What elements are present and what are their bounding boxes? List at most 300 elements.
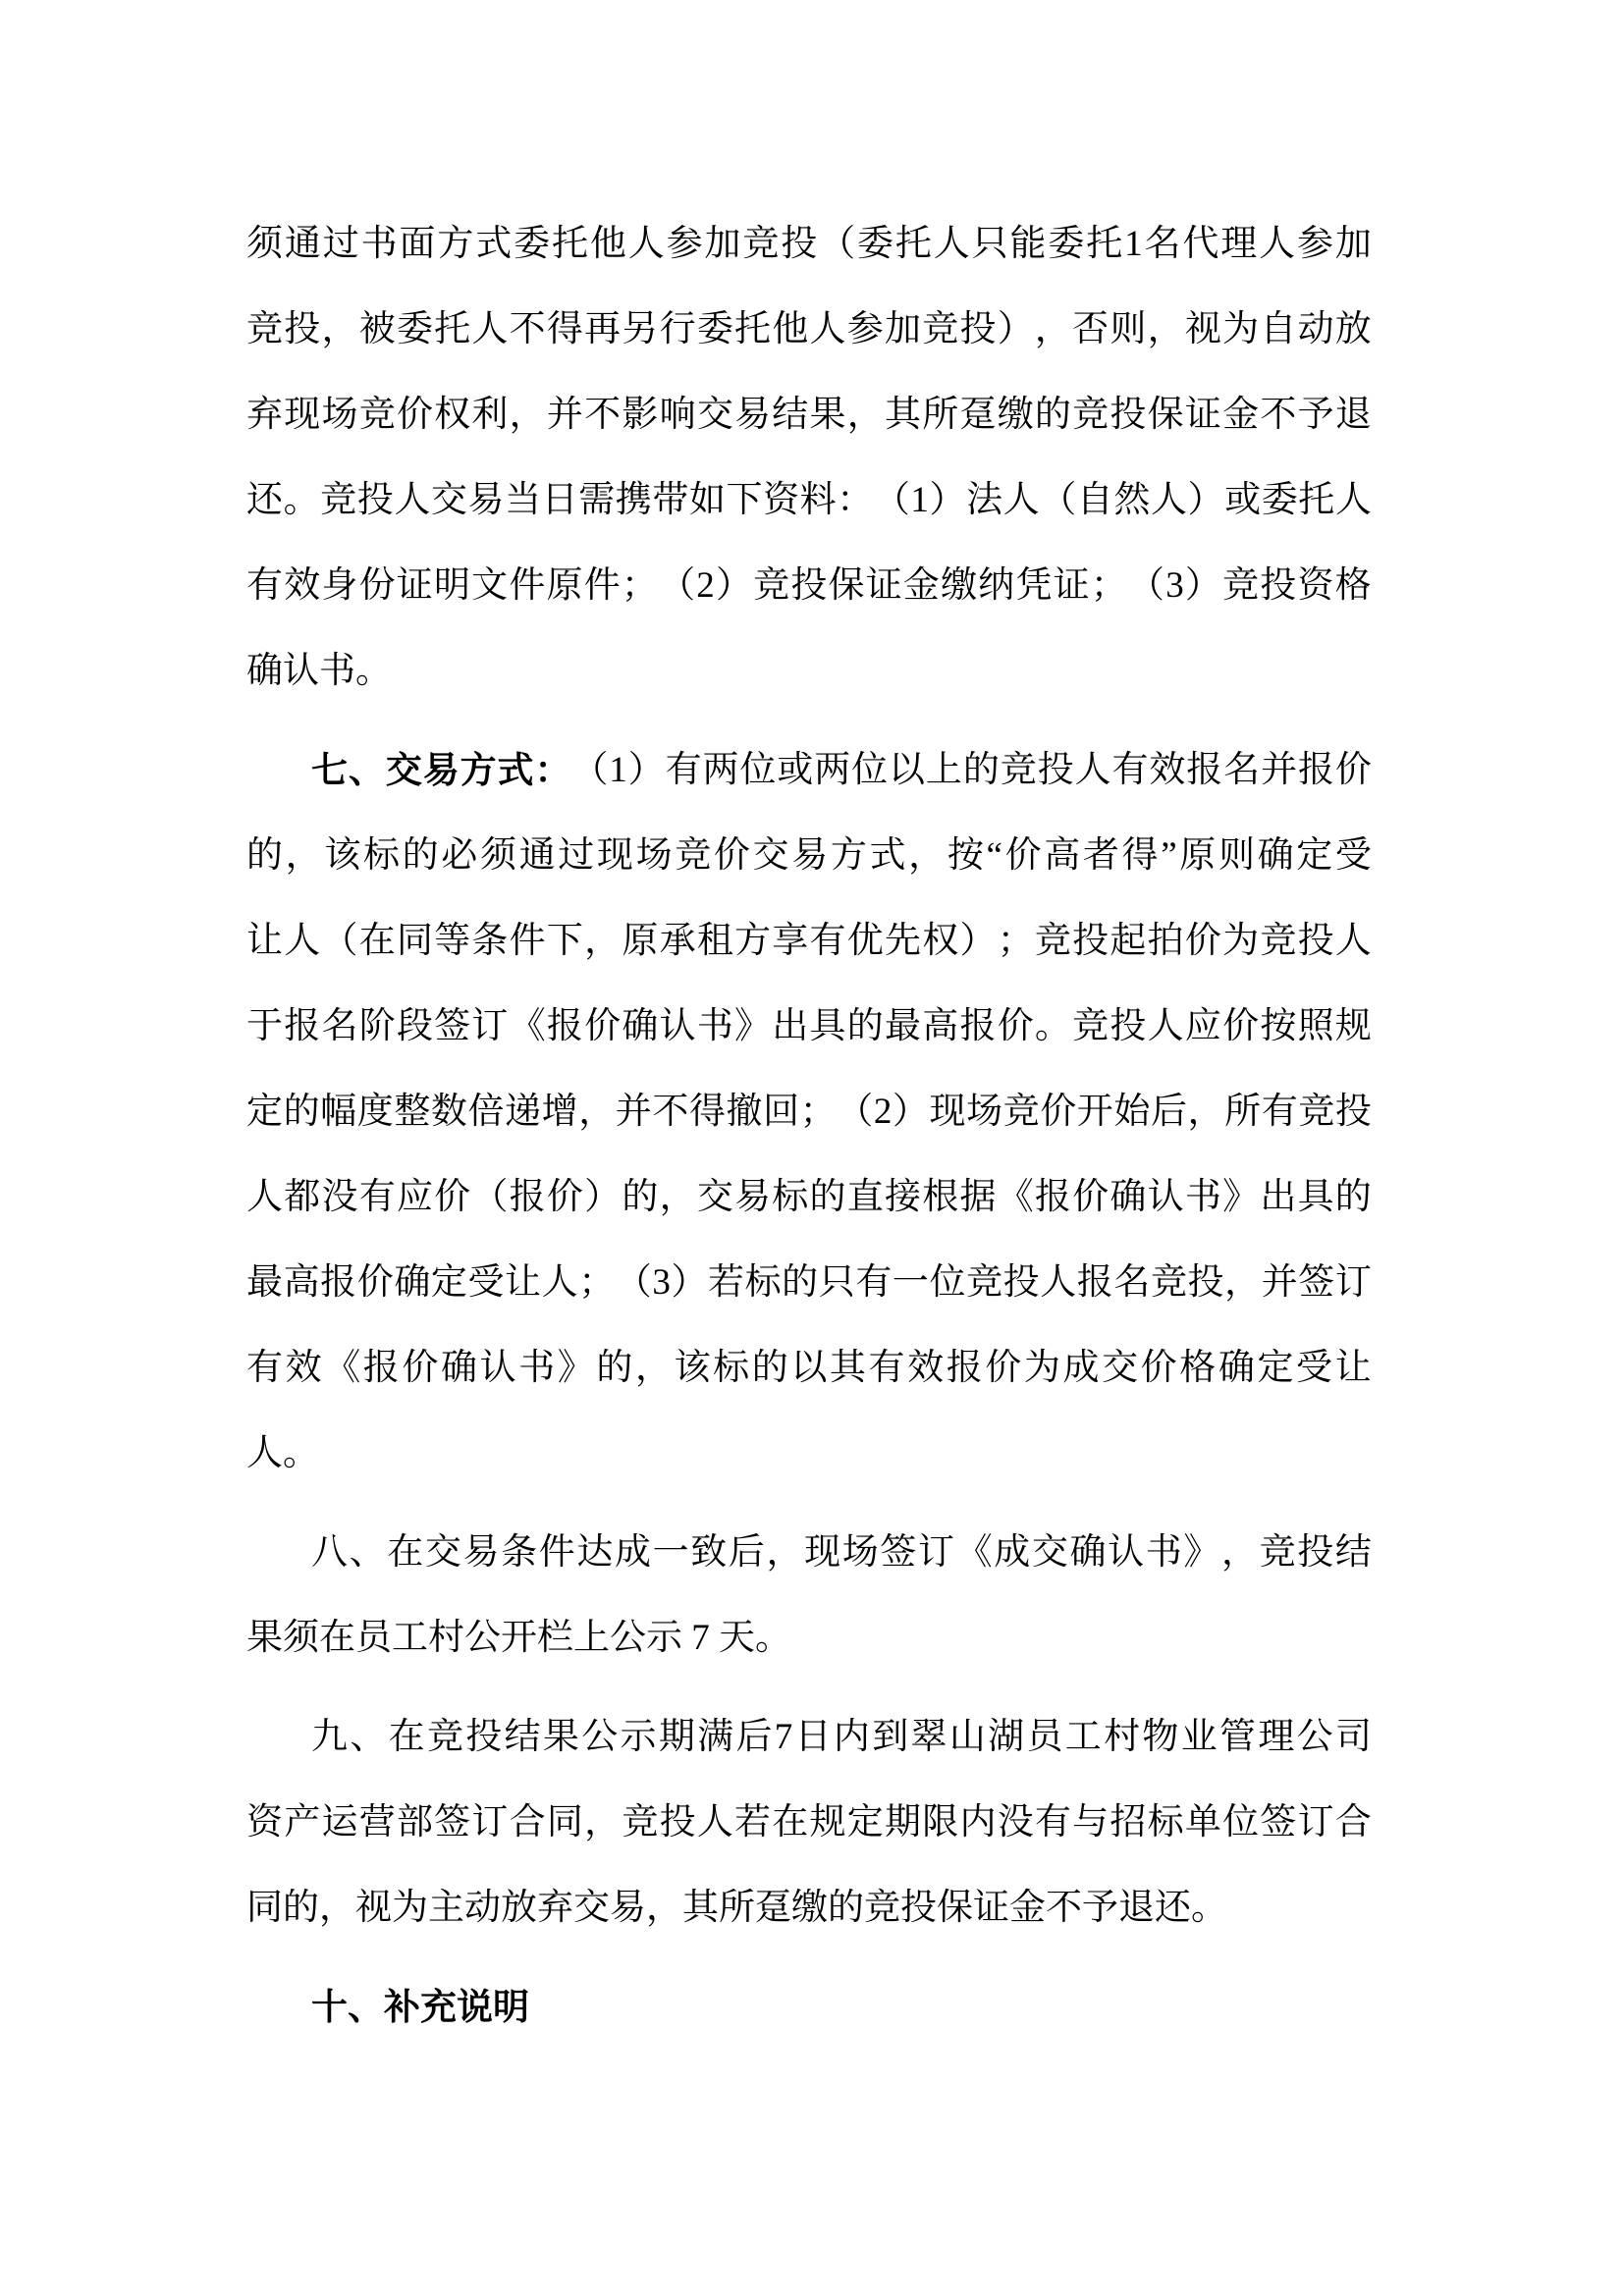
body-char: 认 xyxy=(1108,1532,1145,1573)
text-line xyxy=(246,543,1372,628)
body-char: 现 xyxy=(284,395,321,435)
body-char: 现 xyxy=(929,1092,966,1132)
body-char: 影 xyxy=(622,395,659,435)
body-char: 有 xyxy=(868,1348,905,1388)
body-char: 一 xyxy=(652,1532,689,1573)
body-char: 竞 xyxy=(966,1262,1003,1303)
body-char: 位 xyxy=(1222,1802,1260,1842)
body-char: 理 xyxy=(1258,1717,1295,1757)
body-char: 名 xyxy=(1223,750,1261,790)
body-char: 满 xyxy=(697,1717,734,1757)
body-char: 报 xyxy=(946,1348,983,1388)
body-char: 价 xyxy=(402,1348,439,1388)
body-char: 竞 xyxy=(922,309,959,349)
body-char: 还 xyxy=(246,480,283,520)
body-char: 件 xyxy=(509,921,546,961)
body-char: 书 xyxy=(696,1006,733,1046)
body-char: 代 xyxy=(1182,224,1219,264)
body-char: 价 xyxy=(1072,1177,1110,1217)
body-char: 纳 xyxy=(978,565,1015,606)
body-char: 并 xyxy=(546,395,583,435)
body-char: 竞 xyxy=(1150,1262,1187,1303)
body-char: 标 xyxy=(772,1177,809,1217)
text-line xyxy=(246,1595,1372,1681)
body-char: 果 xyxy=(542,1717,579,1757)
body-char: 、 xyxy=(349,1532,386,1573)
body-char: 签 xyxy=(880,1532,917,1573)
body-char: 价 xyxy=(434,1177,471,1217)
body-char: 效 xyxy=(1149,750,1186,790)
body-char: 效 xyxy=(284,565,321,606)
text-line xyxy=(246,813,1372,898)
body-char: 招 xyxy=(1110,1802,1147,1842)
body-char: 到 xyxy=(872,1717,909,1757)
body-char: 报 xyxy=(1076,1262,1113,1303)
body-char: 定 xyxy=(1257,1348,1294,1388)
body-char: 让 xyxy=(1334,1348,1372,1388)
body-char: 成 xyxy=(615,1532,651,1573)
body-char: 果 xyxy=(809,395,846,435)
body-char: 人 xyxy=(1259,224,1296,264)
body-char: 签 xyxy=(434,1802,471,1842)
body-char: ： xyxy=(837,480,874,520)
body-char: 并 xyxy=(615,1092,652,1132)
body-char: 证 xyxy=(396,565,433,606)
body-char: 权 xyxy=(434,395,471,435)
body-char: 效 xyxy=(907,1348,945,1388)
body-char: 日 xyxy=(541,480,578,520)
body-char: 缴 xyxy=(997,395,1034,435)
body-char: （ xyxy=(615,1262,652,1303)
body-char: 竞 xyxy=(320,480,357,520)
body-char: 投 xyxy=(1187,1262,1224,1303)
body-char: ； xyxy=(578,1262,616,1303)
body-char: 人 xyxy=(284,921,321,961)
body-char: ， xyxy=(509,395,546,435)
body-char: 人 xyxy=(1334,921,1372,961)
body-char: 定 xyxy=(246,1092,283,1132)
body-char: 则 xyxy=(1110,309,1147,349)
body-char: 人 xyxy=(541,1262,578,1303)
body-char: 管 xyxy=(1219,1717,1256,1757)
body-char: 不 xyxy=(509,309,546,349)
section-heading-line xyxy=(246,1964,1372,2050)
body-char: 高 xyxy=(922,1006,959,1046)
body-char: 其 xyxy=(884,395,921,435)
body-char: 他 xyxy=(772,309,809,349)
body-char: 有 xyxy=(1261,1092,1298,1132)
body-char: 后 xyxy=(735,1717,773,1757)
body-char: 报 xyxy=(509,1177,546,1217)
body-char: 的 xyxy=(283,1092,320,1132)
body-char: 价 xyxy=(584,1006,622,1046)
body-char: 价 xyxy=(546,1177,583,1217)
body-char: 只 xyxy=(971,224,1008,264)
body-char: ， xyxy=(1187,1092,1224,1132)
body-char: 被 xyxy=(358,309,396,349)
body-char: 方 xyxy=(437,224,474,264)
body-char: 竞 xyxy=(1298,1092,1335,1132)
body-char: 确 xyxy=(622,1006,659,1046)
body-char: 委 xyxy=(1261,480,1298,520)
body-char: ， xyxy=(634,1348,672,1388)
body-char: 理 xyxy=(1220,224,1258,264)
body-char: 部 xyxy=(396,1802,433,1842)
body-char: 拍 xyxy=(1147,921,1184,961)
body-char: 合 xyxy=(509,1802,546,1842)
body-char: 场 xyxy=(841,1532,879,1573)
body-char: 订 xyxy=(1297,1802,1334,1842)
body-char: 翠 xyxy=(910,1717,947,1757)
body-char: 有 xyxy=(246,565,283,606)
text-line xyxy=(246,287,1372,372)
body-char: 报 xyxy=(546,1006,583,1046)
body-char: 据 xyxy=(959,1177,997,1217)
body-char: ） xyxy=(1187,480,1224,520)
text-line xyxy=(246,1510,1372,1595)
body-char: 确 xyxy=(1110,1177,1147,1217)
text-line xyxy=(246,1780,1372,1865)
body-char: 易 xyxy=(791,835,829,876)
body-char: 运 xyxy=(321,1802,358,1842)
body-char: ） xyxy=(959,921,997,961)
body-char: 有 xyxy=(1111,750,1149,790)
body-char: 必 xyxy=(441,835,478,876)
body-char: 于 xyxy=(246,1006,283,1046)
body-char: 不 xyxy=(1260,395,1297,435)
body-char: 者 xyxy=(1082,835,1119,876)
line-text: 人。 xyxy=(246,1433,319,1473)
body-char: 投 xyxy=(1334,1092,1372,1132)
body-char: 报 xyxy=(1186,750,1223,790)
body-char: 递 xyxy=(505,1092,542,1132)
body-char: 方 xyxy=(830,835,867,876)
body-char: 的 xyxy=(809,1177,846,1217)
body-char: 如 xyxy=(688,480,726,520)
body-char: ， xyxy=(1034,309,1071,349)
body-char: 八 xyxy=(311,1532,348,1573)
body-char: ） xyxy=(997,309,1034,349)
body-char: 《 xyxy=(324,1348,361,1388)
body-char: 方 xyxy=(734,921,772,961)
body-char: 竞 xyxy=(1034,921,1071,961)
body-char: 竞 xyxy=(1259,1532,1296,1573)
body-char: 根 xyxy=(922,1177,959,1217)
body-char: 过 xyxy=(558,835,595,876)
body-char: ， xyxy=(1221,1532,1258,1573)
body-char: 始 xyxy=(1113,1092,1151,1132)
text-line xyxy=(246,1154,1372,1240)
text-line xyxy=(246,628,1372,714)
body-char: 回 xyxy=(763,1092,800,1132)
body-char: 放 xyxy=(1334,309,1372,349)
body-char: ） xyxy=(627,750,665,790)
body-char: ， xyxy=(578,1092,616,1132)
body-char: 委 xyxy=(857,224,893,264)
body-char: 结 xyxy=(1334,1532,1372,1573)
body-char: 应 xyxy=(1184,1006,1221,1046)
body-char: 《 xyxy=(997,1177,1034,1217)
body-char: 条 xyxy=(501,1532,538,1573)
body-char: 》 xyxy=(557,1348,594,1388)
body-char: 行 xyxy=(659,309,696,349)
body-char: 有 xyxy=(809,921,846,961)
body-char: 以 xyxy=(889,750,925,790)
body-char: 在 xyxy=(388,1717,425,1757)
body-char: 司 xyxy=(1334,1717,1372,1757)
body-char: 承 xyxy=(659,921,696,961)
body-char: 原 xyxy=(622,921,659,961)
body-char: 书 xyxy=(1184,1177,1221,1217)
body-char: 人 xyxy=(1150,480,1187,520)
body-char: （ xyxy=(321,921,358,961)
body-char: 现 xyxy=(596,835,633,876)
body-char: 下 xyxy=(546,921,583,961)
body-char: 视 xyxy=(1184,309,1221,349)
body-char: 通 xyxy=(518,835,556,876)
body-char: 在 xyxy=(772,1802,809,1842)
body-char: 权 xyxy=(922,921,959,961)
body-char: 定 xyxy=(430,1262,467,1303)
body-char: 2 xyxy=(873,1092,893,1132)
body-char: 受 xyxy=(1296,1348,1333,1388)
body-char: 自 xyxy=(1076,480,1113,520)
body-char: 后 xyxy=(1150,1092,1187,1132)
body-char: 确 xyxy=(1069,1532,1107,1573)
body-char: 优 xyxy=(846,921,884,961)
body-char: 确 xyxy=(1257,835,1294,876)
body-char: 并 xyxy=(1261,750,1298,790)
body-char: 1 xyxy=(609,750,627,790)
body-char: 人 xyxy=(1040,1262,1077,1303)
body-char: 成 xyxy=(1062,1348,1100,1388)
body-char: 投 xyxy=(284,309,321,349)
body-char: 资 xyxy=(1297,565,1334,606)
body-char: 响 xyxy=(659,395,696,435)
body-char: ） xyxy=(892,1092,929,1132)
body-char: 投 xyxy=(1260,565,1297,606)
body-char: 期 xyxy=(658,1717,695,1757)
body-char: 利 xyxy=(471,395,509,435)
body-char: 幅 xyxy=(320,1092,357,1132)
body-char: 保 xyxy=(1147,395,1184,435)
body-char: 价 xyxy=(713,835,750,876)
body-char: 金 xyxy=(1222,395,1260,435)
body-char: 的 xyxy=(846,1006,884,1046)
body-char: ， xyxy=(321,309,358,349)
body-char: 委 xyxy=(514,224,551,264)
text-line xyxy=(246,1325,1372,1411)
body-char: 段 xyxy=(396,1006,433,1046)
body-char: 保 xyxy=(828,565,865,606)
body-char: ； xyxy=(621,565,658,606)
body-char: ， xyxy=(285,835,322,876)
body-char: 价 xyxy=(356,1262,394,1303)
body-char: 价 xyxy=(1004,835,1042,876)
body-char: 订 xyxy=(1334,1262,1372,1303)
body-char: 3 xyxy=(652,1262,671,1303)
body-char: 金 xyxy=(902,565,940,606)
body-char: ， xyxy=(659,1177,696,1217)
text-line xyxy=(246,1069,1372,1154)
body-char: 否 xyxy=(1072,309,1110,349)
body-char: 应 xyxy=(396,1177,433,1217)
heading-char: 七 xyxy=(311,750,348,790)
body-char: 投 xyxy=(1037,750,1074,790)
body-char: 认 xyxy=(1147,1177,1184,1217)
body-char: 投 xyxy=(1297,921,1334,961)
body-char: 日 xyxy=(794,1717,832,1757)
body-char: 得 xyxy=(688,1092,726,1132)
body-char: 同 xyxy=(396,921,433,961)
body-char: 投 xyxy=(1297,1532,1334,1573)
body-char: 名 xyxy=(321,1006,358,1046)
body-char: 交 xyxy=(696,395,733,435)
body-char: 享 xyxy=(772,921,809,961)
body-char: 的 xyxy=(1334,1177,1372,1217)
body-char: 格 xyxy=(1334,565,1372,606)
body-char: 人 xyxy=(246,1177,283,1217)
body-char: 工 xyxy=(1064,1717,1102,1757)
body-char: ， xyxy=(1224,1262,1262,1303)
body-char: 为 xyxy=(1023,1348,1060,1388)
body-char: 人 xyxy=(809,309,846,349)
heading-char: 式 xyxy=(497,750,534,790)
body-char: 公 xyxy=(581,1717,619,1757)
body-char: 报 xyxy=(1297,750,1334,790)
section-heading: 十、补充说明 xyxy=(311,1987,529,2027)
body-char: 受 xyxy=(1334,835,1372,876)
heading-char: ： xyxy=(534,750,571,790)
body-char: 订 xyxy=(918,1532,954,1573)
body-char: 先 xyxy=(884,921,921,961)
body-char: 竞 xyxy=(1222,565,1260,606)
body-char: 有 xyxy=(246,1348,283,1388)
body-char: 示 xyxy=(620,1717,657,1757)
body-char: 以 xyxy=(790,1348,828,1388)
body-char: 报 xyxy=(362,1348,400,1388)
body-char: 面 xyxy=(399,224,436,264)
body-char: 有 xyxy=(1034,1802,1071,1842)
body-char: 结 xyxy=(504,1717,541,1757)
body-char: 若 xyxy=(734,1802,772,1842)
body-char: 订 xyxy=(471,1006,509,1046)
body-char: 现 xyxy=(804,1532,841,1573)
body-char: 照 xyxy=(1297,1006,1334,1046)
body-char: 。 xyxy=(1034,1006,1071,1046)
body-char: 委 xyxy=(396,309,433,349)
body-char: 竞 xyxy=(753,565,790,606)
body-char: 规 xyxy=(1334,1006,1372,1046)
body-char: 价 xyxy=(1184,921,1221,961)
body-char: 交 xyxy=(1031,1532,1068,1573)
body-char: 托 xyxy=(434,309,471,349)
body-char: 报 xyxy=(1034,1177,1071,1217)
body-char: 内 xyxy=(959,1802,997,1842)
body-char: 得 xyxy=(1121,835,1159,876)
section-heading-line xyxy=(246,727,1372,813)
body-char: 通 xyxy=(284,224,321,264)
body-char: 件 xyxy=(583,565,621,606)
body-char: 动 xyxy=(1297,309,1334,349)
body-char: 该 xyxy=(324,835,361,876)
body-char: 易 xyxy=(467,480,505,520)
body-char: 1 xyxy=(910,480,929,520)
body-char: 位 xyxy=(739,750,777,790)
body-char: 两 xyxy=(814,750,851,790)
body-char: ） xyxy=(1184,565,1221,606)
body-char: 确 xyxy=(440,1348,477,1388)
body-char: 具 xyxy=(809,1006,846,1046)
body-char: 当 xyxy=(505,480,542,520)
body-char: 价 xyxy=(1334,750,1372,790)
body-char: 交 xyxy=(430,480,467,520)
document-body xyxy=(246,201,1372,2050)
body-char: （ xyxy=(1128,565,1164,606)
body-char: 投 xyxy=(1072,921,1110,961)
body-char: 他 xyxy=(589,224,626,264)
body-char: 带 xyxy=(652,480,689,520)
body-char: 易 xyxy=(462,1532,500,1573)
body-char: 须 xyxy=(246,224,283,264)
body-char: 致 xyxy=(690,1532,728,1573)
body-char: 村 xyxy=(1104,1717,1141,1757)
body-char: 竞 xyxy=(1072,1006,1110,1046)
body-char: 竞 xyxy=(622,1802,659,1842)
body-char: 湖 xyxy=(988,1717,1025,1757)
body-char: 整 xyxy=(394,1092,431,1132)
body-char: 内 xyxy=(833,1717,870,1757)
body-char: 需 xyxy=(578,480,616,520)
body-char: 具 xyxy=(1297,1177,1334,1217)
body-char: 限 xyxy=(922,1802,959,1842)
body-char: 件 xyxy=(509,565,546,606)
body-char: 人 xyxy=(933,224,970,264)
body-char: 租 xyxy=(696,921,733,961)
body-char: 效 xyxy=(285,1348,322,1388)
body-char: 不 xyxy=(584,395,622,435)
body-char: （ xyxy=(837,1092,874,1132)
body-char: 人 xyxy=(1074,750,1111,790)
body-char: 竞 xyxy=(358,395,396,435)
body-char: 产 xyxy=(284,1802,321,1842)
body-char: 人 xyxy=(627,224,665,264)
body-char: 格 xyxy=(1179,1348,1217,1388)
line-text: 确认书。 xyxy=(246,651,392,691)
body-char: 趸 xyxy=(959,395,997,435)
body-char: 。 xyxy=(283,480,320,520)
body-char: 结 xyxy=(772,395,809,435)
body-char: 场 xyxy=(966,1092,1003,1132)
body-char: 的 xyxy=(402,835,439,876)
body-char: ， xyxy=(584,921,622,961)
body-char: 撤 xyxy=(726,1092,763,1132)
body-char: 弃 xyxy=(246,395,283,435)
body-char: 定 xyxy=(1296,835,1333,876)
body-char: 或 xyxy=(1224,480,1262,520)
body-char: 投 xyxy=(356,480,394,520)
body-char: 的 xyxy=(246,835,283,876)
body-char: ） xyxy=(929,480,966,520)
body-char: 人 xyxy=(1334,480,1372,520)
body-char: 营 xyxy=(358,1802,396,1842)
body-char: ， xyxy=(846,395,884,435)
body-char: 明 xyxy=(433,565,470,606)
body-char: 单 xyxy=(1184,1802,1221,1842)
body-char: 两 xyxy=(702,750,739,790)
body-char: 的 xyxy=(962,750,1000,790)
body-char: 为 xyxy=(1222,309,1260,349)
